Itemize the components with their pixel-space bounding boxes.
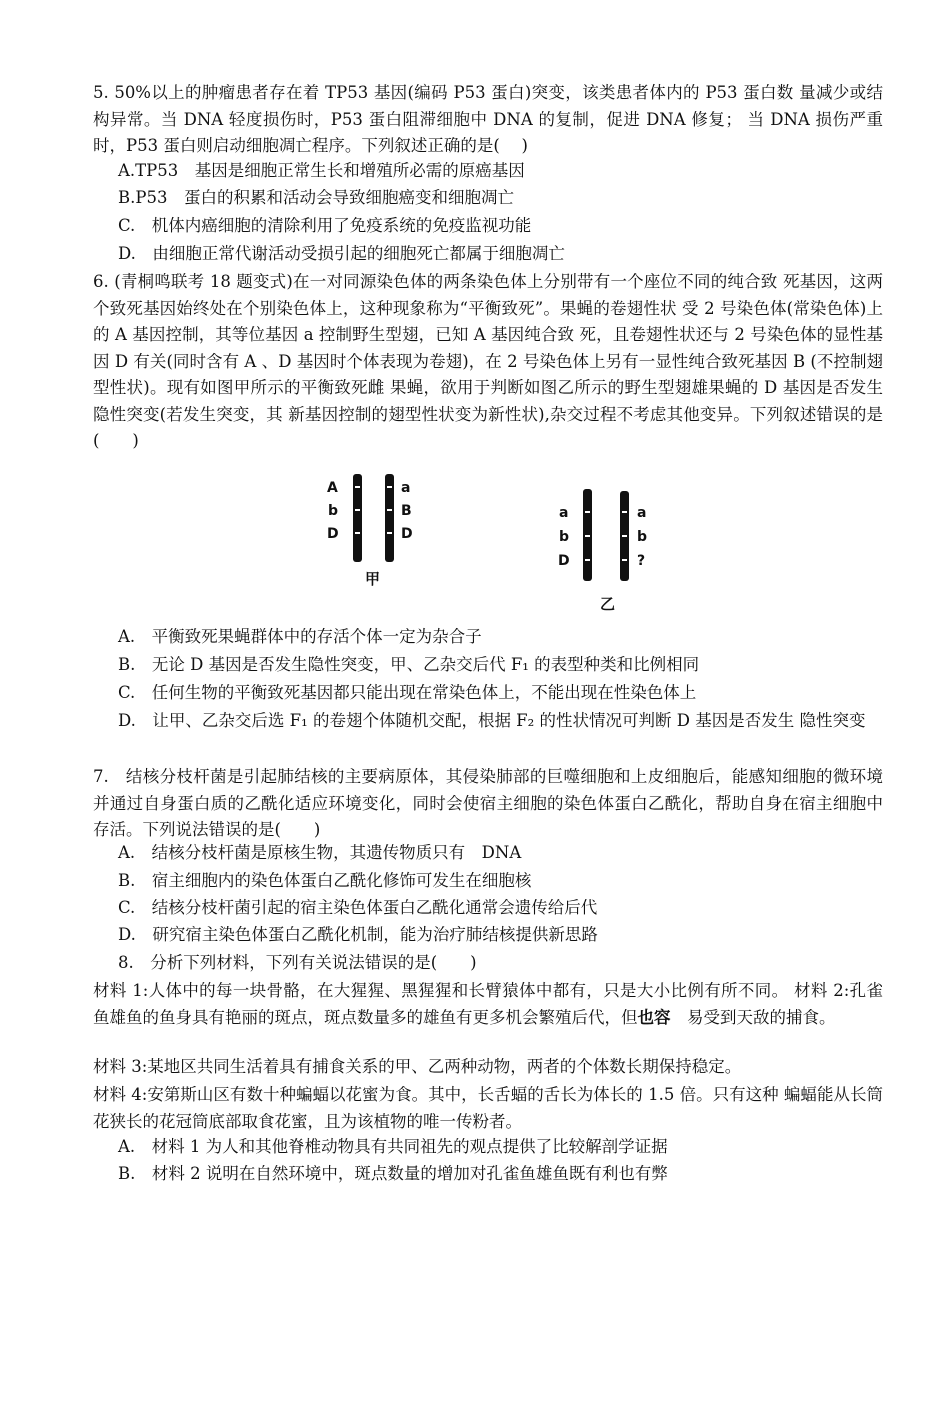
jia-left-gene-1: A — [327, 480, 338, 496]
q7-option-c: C. 结核分枝杆菌引起的宿主染色体蛋白乙酰化通常会遗传给后代 — [118, 898, 598, 917]
jia-right-gene-2: B — [401, 503, 412, 519]
q5-option-b: B.P53 蛋白的积累和活动会导致细胞癌变和细胞凋亡 — [118, 188, 514, 207]
jia-right-gene-1: a — [401, 480, 411, 496]
q7-option-b: B. 宿主细胞内的染色体蛋白乙酰化修饰可发生在细胞核 — [118, 871, 532, 890]
q5-option-d: D. 由细胞正常代谢活动受损引起的细胞死亡都属于细胞凋亡 — [118, 244, 565, 263]
q6-stem: 6. (青桐鸣联考 18 题变式)在一对同源染色体的两条染色体上分别带有一个座位不同的纯合致 死基因，这两个致死基因始终处在个别染色体上，这种现象称为“平衡致死”。果蝇的卷翅性状 受 2 号染色体(常染色体)上的 A 基因控制，其等位基因 a 控制野生型翅，已知 A 基因纯合致 死，且卷翅性状还与 2 号染色体的显性基因 D 有关(同时含有 A 、D 基因时个体表现为卷翅)，在 2 号染色体上另有一显性纯合致死基因 B (不控制翅型性状)。现有如图甲所示的平衡致死雌 果蝇，欲用于判断如图乙所示的野生型翅雄果蝇的 D 基因是否发生隐性突变(若发生突变，其 新基因控制的翅型性状变为新性状),杂交过程不考虑其他变异。下列叙述错误的是( ) — [93, 272, 883, 450]
figure-yi-caption: 乙 — [600, 595, 616, 613]
q5-option-c: C. 机体内癌细胞的清除利用了免疫系统的免疫监视功能 — [118, 216, 532, 235]
q7-option-d: D. 研究宿主染色体蛋白乙酰化机制，能为治疗肺结核提供新思路 — [118, 925, 598, 944]
q8-material-2-tail: 易受到天敌的捕食。 — [670, 1007, 836, 1027]
q8-material-1-2-text: 材料 1:人体中的每一块骨骼，在大猩猩、黑猩猩和长臂猿体中都有，只是大小比例有所不同。 材料 2:孔雀鱼雄鱼的鱼身具有艳丽的斑点，斑点数量多的雄鱼有更多机会繁殖后代，但 — [93, 981, 883, 1027]
yi-right-gene-1: a — [637, 505, 647, 521]
chromosome-diagram-jia — [315, 470, 435, 590]
jia-left-gene-2: b — [328, 503, 339, 519]
q8-option-a: A. 材料 1 为人和其他脊椎动物具有共同祖先的观点提供了比较解剖学证据 — [118, 1137, 668, 1156]
q8-material-3: 材料 3:某地区共同生活着具有捕食关系的甲、乙两种动物，两者的个体数长期保持稳定。 — [93, 1057, 742, 1076]
q8-material-4: 材料 4:安第斯山区有数十种蝙蝠以花蜜为食。其中，长舌蝠的舌长为体长的 1.5 倍。只有这种 蝙蝠能从长筒花狭长的花冠筒底部取食花蜜，且为该植物的唯一传粉者。 — [93, 1085, 883, 1131]
q7-stem: 7. 结核分枝杆菌是引起肺结核的主要病原体，其侵染肺部的巨噬细胞和上皮细胞后，能感知细胞的微环境并通过自身蛋白质的乙酰化适应环境变化，同时会使宿主细胞的染色体蛋白乙酰化，帮助自身在宿主细胞中存活。下列说法错误的是( ) — [93, 767, 883, 839]
q8-material-2-bold: 也容 — [637, 1007, 671, 1027]
q8-stem: 8. 分析下列材料，下列有关说法错误的是( ) — [118, 953, 477, 972]
q6-option-a: A. 平衡致死果蝇群体中的存活个体一定为杂合子 — [118, 627, 482, 646]
q8-option-b: B. 材料 2 说明在自然环境中，斑点数量的增加对孔雀鱼雄鱼既有利也有弊 — [118, 1164, 668, 1183]
q6-option-b: B. 无论 D 基因是否发生隐性突变，甲、乙杂交后代 F₁ 的表型种类和比例相同 — [118, 655, 700, 674]
figure-jia — [315, 470, 435, 590]
yi-right-gene-3: ? — [637, 553, 646, 569]
yi-left-gene-1: a — [559, 505, 569, 521]
jia-right-gene-3: D — [401, 526, 413, 542]
q5-stem: 5. 50%以上的肿瘤患者存在着 TP53 基因(编码 P53 蛋白)突变，该类患者体内的 P53 蛋白数 量减少或结构异常。当 DNA 轻度损伤时，P53 蛋白阻滞细胞中 DNA 的复制，促进 DNA 修复； 当 DNA 损伤严重时，P53 蛋白则启动细胞凋亡程序。下列叙述正确的是( ) — [93, 83, 883, 155]
figure-yi — [545, 485, 675, 615]
q6-option-c: C. 任何生物的平衡致死基因都只能出现在常染色体上，不能出现在性染色体上 — [118, 683, 697, 702]
yi-left-gene-2: b — [559, 529, 570, 545]
q5-option-a: A.TP53 基因是细胞正常生长和增殖所必需的原癌基因 — [118, 161, 525, 180]
q8-material-1-2 — [93, 978, 883, 1031]
q7-option-a: A. 结核分枝杆菌是原核生物，其遗传物质只有 DNA — [118, 843, 522, 862]
yi-right-gene-2: b — [637, 529, 648, 545]
figure-jia-caption: 甲 — [365, 570, 381, 588]
chromosome-diagram-yi — [545, 485, 675, 615]
q6-option-d: D. 让甲、乙杂交后选 F₁ 的卷翅个体随机交配，根据 F₂ 的性状情况可判断 D 基因是否发生 隐性突变 — [118, 711, 866, 730]
jia-left-gene-3: D — [327, 526, 339, 542]
yi-left-gene-3: D — [558, 553, 570, 569]
